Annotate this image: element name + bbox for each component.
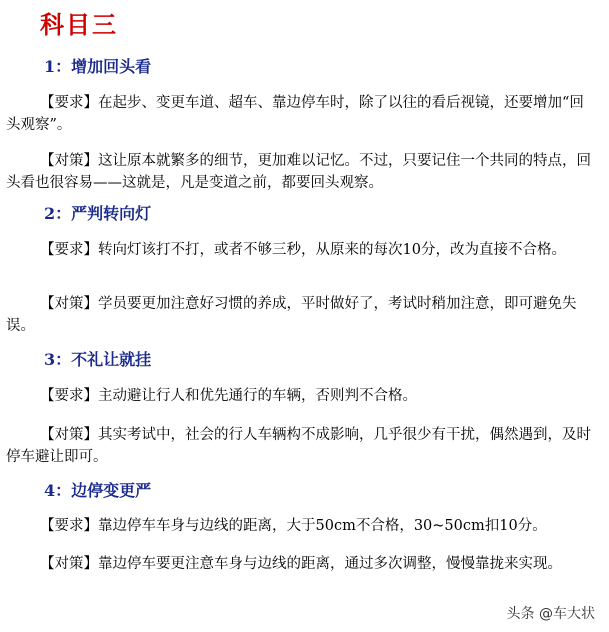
requirement-text: 主动避让行人和优先通行的车辆，否则判不合格。 — [98, 388, 417, 404]
source-watermark: 头条 @车大状 — [506, 606, 595, 622]
measure-paragraph — [6, 553, 591, 575]
measure-tag: 【对策】 — [40, 427, 98, 443]
requirement-text: 在起步、变更车道、超车、靠边停车时，除了以往的看后视镜，还要增加“回头观察”。 — [6, 95, 584, 133]
measure-paragraph — [6, 150, 591, 194]
measure-text: 靠边停车要更注意车身与边线的距离，通过多次调整，慢慢靠拢来实现。 — [98, 556, 562, 572]
measure-paragraph — [6, 293, 591, 337]
section-heading: 1：增加回头看 — [44, 57, 152, 76]
measure-tag: 【对策】 — [40, 296, 98, 312]
requirement-tag: 【要求】 — [40, 388, 98, 404]
section-heading: 3：不礼让就挂 — [44, 350, 152, 369]
requirement-tag: 【要求】 — [40, 95, 98, 111]
requirement-tag: 【要求】 — [40, 242, 98, 258]
requirement-tag: 【要求】 — [40, 518, 98, 534]
requirement-paragraph — [6, 239, 591, 261]
page-title: 科目三 — [40, 10, 118, 39]
measure-paragraph — [6, 424, 591, 468]
requirement-paragraph — [6, 515, 591, 537]
requirement-text: 靠边停车车身与边线的距离，大于50cm不合格，30~50cm扣10分。 — [98, 518, 547, 534]
measure-tag: 【对策】 — [40, 556, 98, 572]
section-heading: 4：边停变更严 — [44, 481, 152, 500]
measure-text: 学员要更加注意好习惯的养成，平时做好了，考试时稍加注意，即可避免失误。 — [6, 296, 577, 334]
section-heading: 2：严判转向灯 — [44, 204, 152, 223]
requirement-paragraph — [6, 385, 591, 407]
requirement-paragraph — [6, 92, 591, 136]
measure-text: 其实考试中，社会的行人车辆构不成影响，几乎很少有干扰，偶然遇到，及时停车避让即可。 — [6, 427, 591, 465]
requirement-text: 转向灯该打不打，或者不够三秒，从原来的每次10分，改为直接不合格。 — [98, 242, 566, 258]
measure-text: 这让原本就繁多的细节，更加难以记忆。不过，只要记住一个共同的特点，回头看也很容易——这就是，凡是变道之前，都要回头观察。 — [6, 153, 591, 191]
measure-tag: 【对策】 — [40, 153, 98, 169]
